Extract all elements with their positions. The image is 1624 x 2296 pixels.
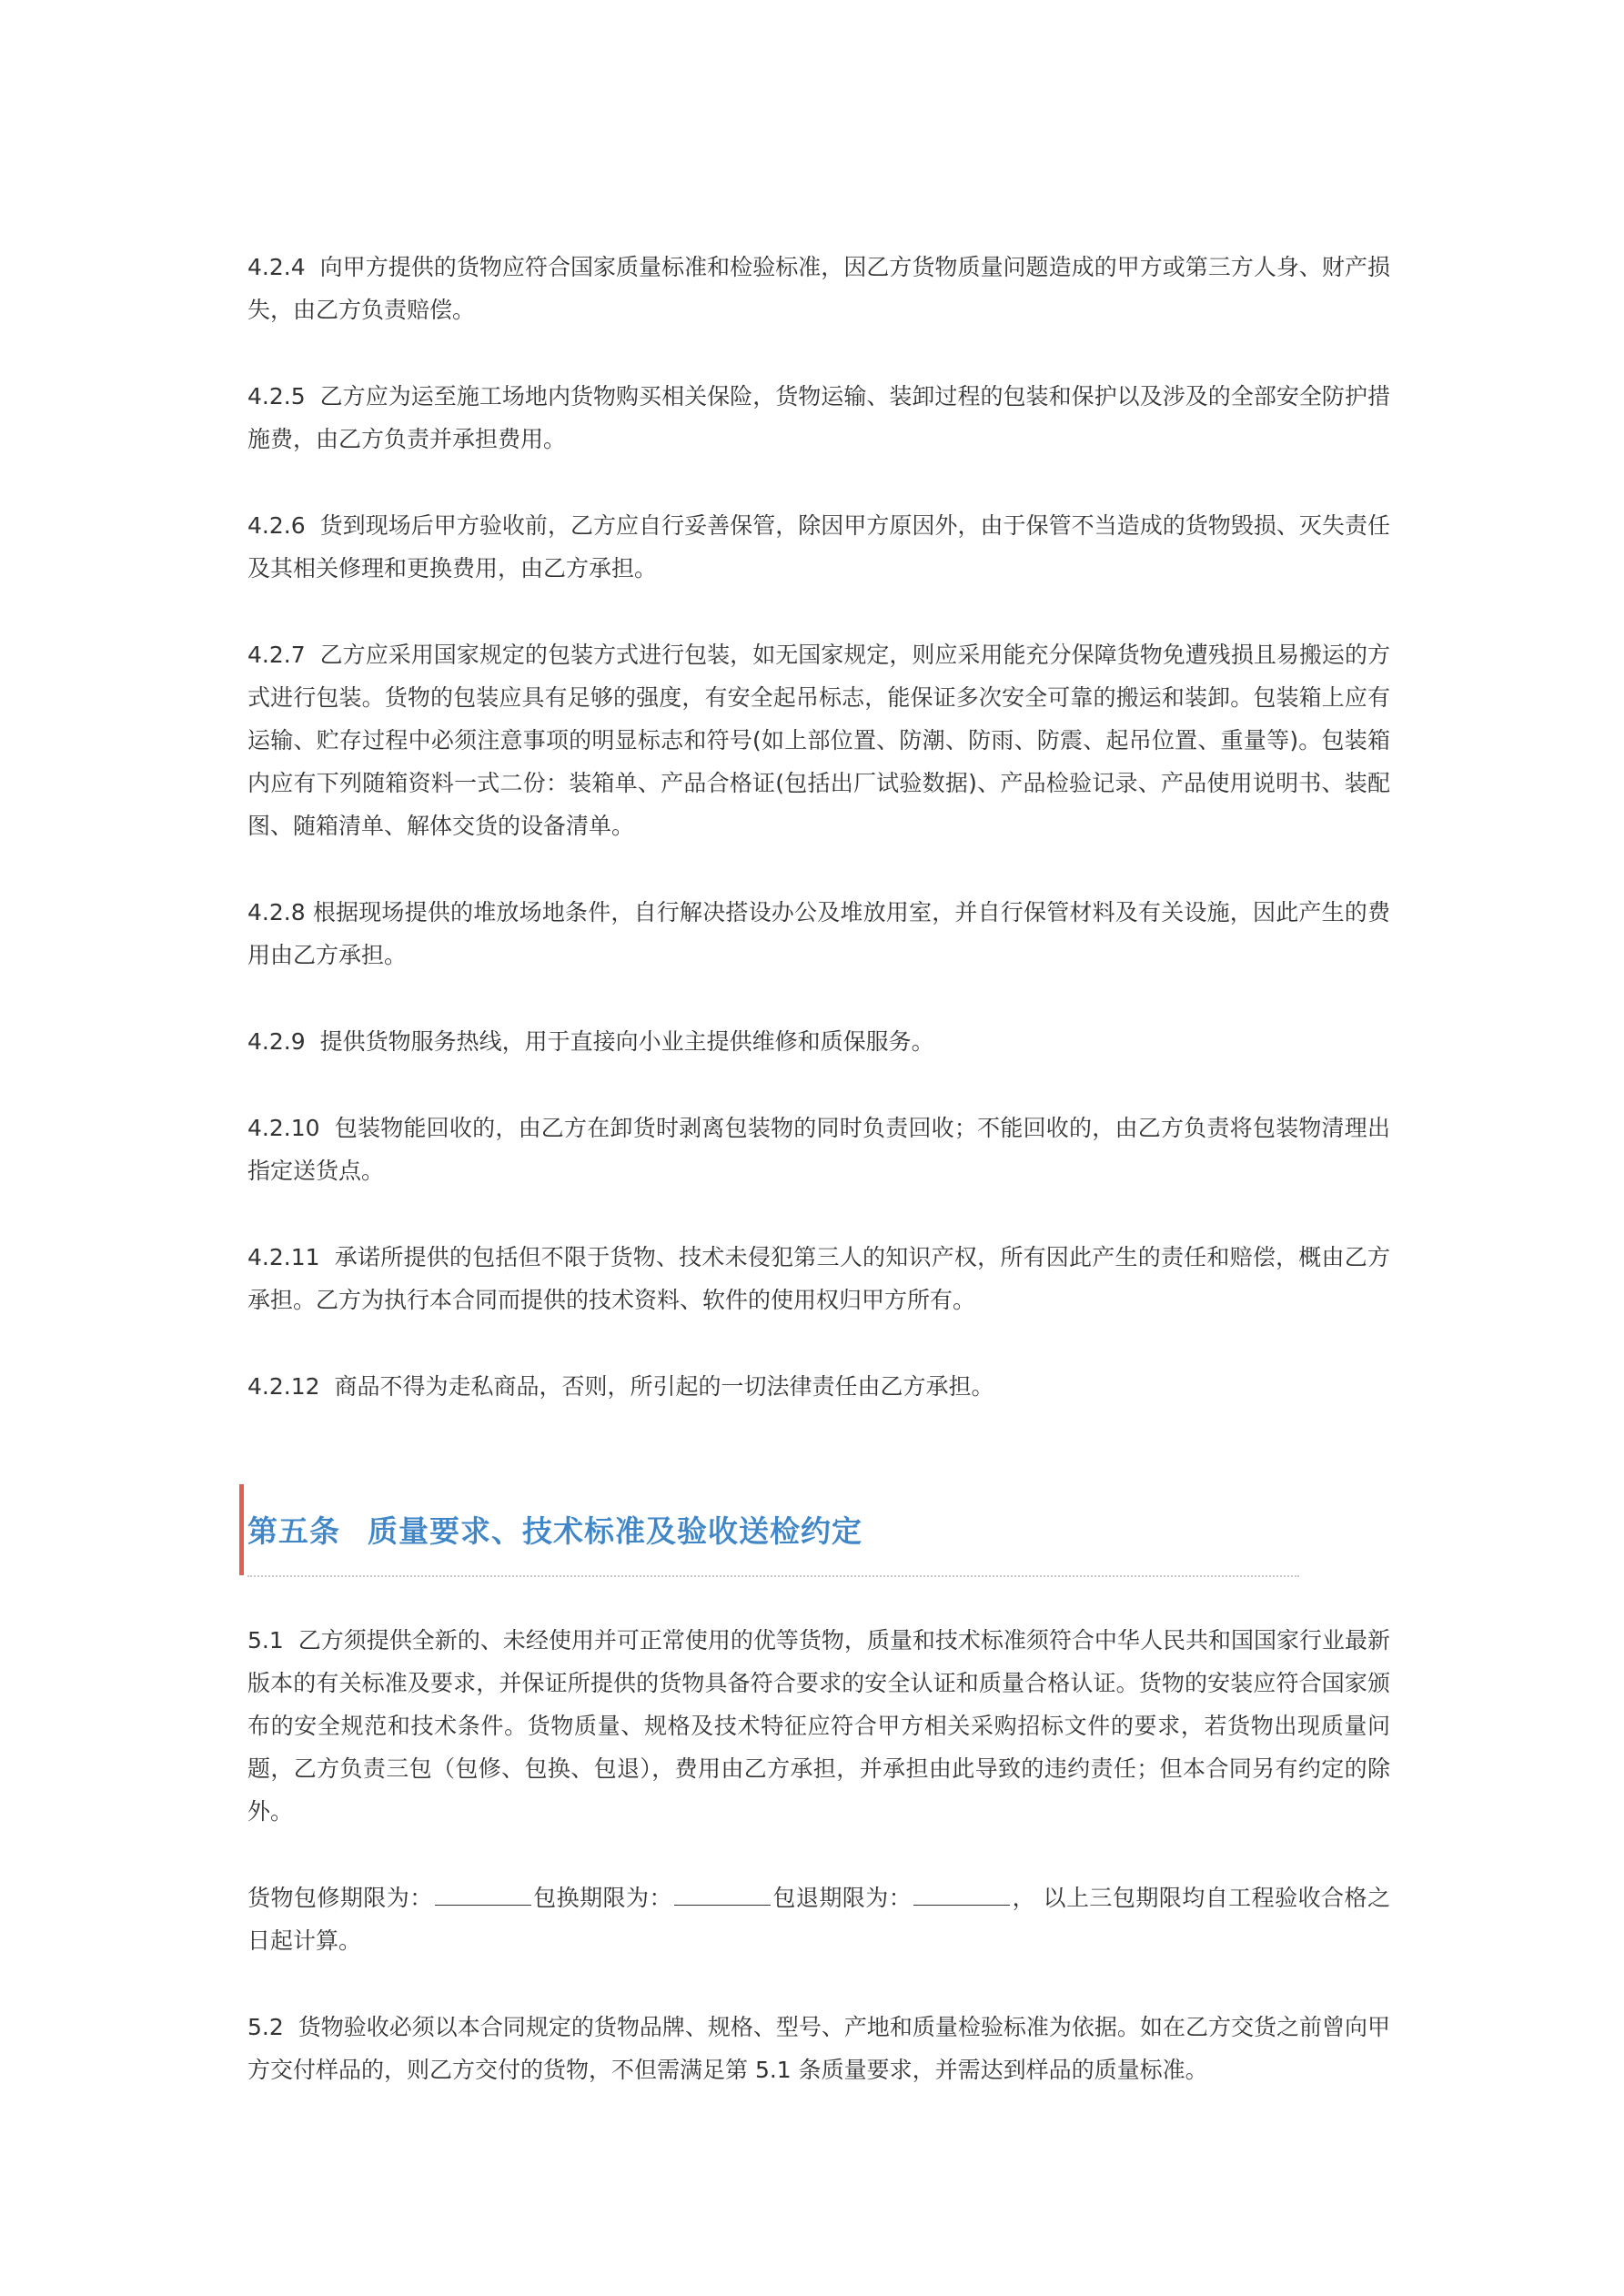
clause-4-2-6	[247, 504, 1390, 590]
return-period-label: 包退期限为：	[772, 1885, 913, 1911]
clause-number: 4.2.5	[247, 383, 306, 410]
clause-text: 根据现场提供的堆放场地条件，自行解决搭设办公及堆放用室，并自行保管材料及有关设施，因此产生的费用由乙方承担。	[247, 899, 1390, 968]
clause-4-2-7	[247, 633, 1390, 847]
clause-text: 乙方应为运至施工场地内货物购买相关保险，货物运输、装卸过程的包装和保护以及涉及的全部安全防护措施费，由乙方负责并承担费用。	[247, 383, 1390, 452]
clause-number: 4.2.6	[247, 512, 306, 539]
warranty-periods	[247, 1876, 1390, 1962]
clause-number: 5.2	[247, 2014, 284, 2040]
clause-number: 4.2.7	[247, 642, 306, 668]
clause-number: 4.2.8	[247, 899, 306, 925]
clause-text: 提供货物服务热线，用于直接向小业主提供维修和质保服务。	[319, 1028, 934, 1055]
clause-text: 商品不得为走私商品，否则，所引起的一切法律责任由乙方承担。	[334, 1373, 994, 1400]
clause-4-2-12	[247, 1365, 1390, 1408]
clause-number: 4.2.4	[247, 254, 306, 280]
clause-4-2-5	[247, 375, 1390, 460]
clause-text: 货物验收必须以本合同规定的货物品牌、规格、型号、产地和质量检验标准为依据。如在乙方交货之前曾向甲方交付样品的，则乙方交付的货物，不但需满足第 5.1 条质量要求，并需达到样品的质量标准。	[247, 2014, 1390, 2083]
clause-text: 乙方应采用国家规定的包装方式进行包装，如无国家规定，则应采用能充分保障货物免遭残损且易搬运的方式进行包装。货物的包装应具有足够的强度，有安全起吊标志，能保证多次安全可靠的搬运和装卸。包装箱上应有运输、贮存过程中必须注意事项的明显标志和符号(如上部位置、防潮、防雨、防震、起吊位置、重量等)。包装箱内应有下列随箱资料一式二份：装箱单、产品合格证(包括出厂试验数据)、产品检验记录、产品使用说明书、装配图、随箱清单、解体交货的设备清单。	[247, 642, 1390, 839]
section-number: 第五条	[247, 1513, 340, 1549]
repair-period-blank[interactable]	[435, 1883, 531, 1906]
clause-number: 4.2.11	[247, 1244, 320, 1270]
clause-4-2-11	[247, 1236, 1390, 1321]
clause-number: 4.2.10	[247, 1115, 320, 1141]
clause-5-1	[247, 1619, 1390, 1833]
clause-text: 包装物能回收的，由乙方在卸货时剥离包装物的同时负责回收；不能回收的，由乙方负责将包装物清理出指定送货点。	[247, 1115, 1390, 1184]
clause-number: 4.2.9	[247, 1028, 306, 1055]
clause-text: 承诺所提供的包括但不限于货物、技术未侵犯第三人的知识产权，所有因此产生的责任和赔偿，概由乙方承担。乙方为执行本合同而提供的技术资料、软件的使用权归甲方所有。	[247, 1244, 1390, 1313]
clause-4-2-4	[247, 246, 1390, 331]
clause-4-2-9	[247, 1020, 1390, 1063]
clause-5-2	[247, 2006, 1390, 2091]
section-5-heading	[247, 1484, 1299, 1577]
document-page	[247, 246, 1390, 2091]
clause-4-2-10	[247, 1107, 1390, 1192]
replace-period-label: 包换期限为：	[532, 1885, 672, 1911]
clause-number: 4.2.12	[247, 1373, 320, 1400]
clause-text: 向甲方提供的货物应符合国家质量标准和检验标准，因乙方货物质量问题造成的甲方或第三方人身、财产损失，由乙方负责赔偿。	[247, 254, 1390, 323]
return-period-blank[interactable]	[913, 1883, 1010, 1906]
clause-text: 货到现场后甲方验收前，乙方应自行妥善保管，除因甲方原因外，由于保管不当造成的货物毁损、灭失责任及其相关修理和更换费用，由乙方承担。	[247, 512, 1390, 582]
warranty-tail: ， 以上三包期限均自工程验收合格之日起计算。	[247, 1885, 1390, 1954]
repair-period-label: 货物包修期限为：	[247, 1885, 433, 1911]
clause-4-2-8	[247, 891, 1390, 976]
section-title	[247, 1508, 862, 1551]
section-title-text: 质量要求、技术标准及验收送检约定	[368, 1513, 862, 1549]
clause-number: 5.1	[247, 1627, 284, 1654]
heading-accent-bar	[239, 1484, 244, 1575]
clause-text: 乙方须提供全新的、未经使用并可正常使用的优等货物，质量和技术标准须符合中华人民共和国国家行业最新版本的有关标准及要求，并保证所提供的货物具备符合要求的安全认证和质量合格认证。货物的安装应符合国家颁布的安全规范和技术条件。货物质量、规格及技术特征应符合甲方相关采购招标文件的要求，若货物出现质量问题，乙方负责三包（包修、包换、包退），费用由乙方承担，并承担由此导致的违约责任；但本合同另有约定的除外。	[247, 1627, 1390, 1825]
replace-period-blank[interactable]	[674, 1883, 771, 1906]
